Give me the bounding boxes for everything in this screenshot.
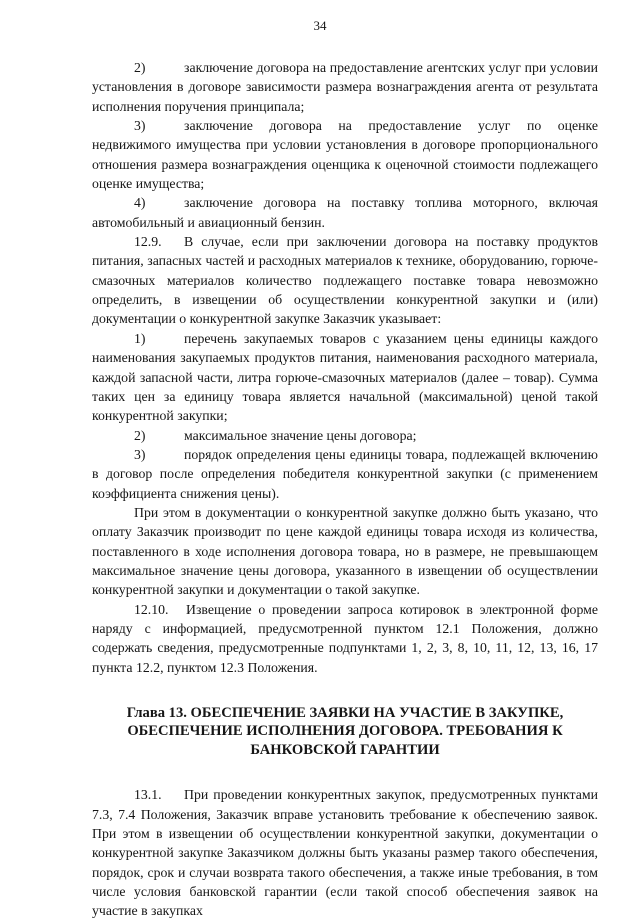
plain-paragraph (92, 503, 598, 600)
item-number: 1) (134, 330, 146, 346)
item-number: 3) (134, 446, 146, 462)
item-text: порядок определения цены единицы товара, подлежащей включению в договор после определения победителя конкурентной закупки (с применением коэффициента снижения цены). (92, 446, 598, 501)
document-body (92, 58, 598, 921)
list-item (92, 193, 598, 232)
clause-paragraph (92, 600, 598, 677)
item-text: заключение договора на поставку топлива моторного, включая автомобильный и авиационный бензин. (92, 195, 598, 230)
list-item (92, 426, 598, 445)
item-text: заключение договора на предоставление услуг по оценке недвижимого имущества при условии установления в договоре пропорционального отношения размера вознаграждения оценщика к оценочной стоимости подлежащего оценке имущества; (92, 118, 598, 192)
item-number: 3) (134, 118, 146, 134)
list-item (92, 329, 598, 426)
list-item (92, 116, 598, 193)
list-item (92, 58, 598, 116)
chapter-title-line: Глава 13. ОБЕСПЕЧЕНИЕ ЗАЯВКИ НА УЧАСТИЕ В ЗАКУПКЕ, (126, 705, 564, 721)
clause-number: 13.1. (134, 787, 162, 803)
item-number: 2) (134, 60, 146, 75)
clause-text: При проведении конкурентных закупок, предусмотренных пунктами 7.3, 7.4 Положения, Заказчик вправе установить требование к обеспечению заявок. При этом в извещении об осуществлении конкурентной закупки, документации о конкурентной закупке Заказчиком должны быть указаны размер такого обеспечения, порядок, срок и случаи возврата такого обеспечения, а также иные требования, в том числе условия банковской гарантии (если такой способ обеспечения заявок на участие в закупках (92, 787, 598, 919)
item-text: максимальное значение цены договора; (184, 427, 417, 443)
item-text: заключение договора на предоставление агентских услуг при условии установления в договоре зависимости размера вознаграждения агента от результата исполнения поручения принципала; (92, 60, 598, 114)
item-text: перечень закупаемых товаров с указанием цены единицы каждого наименования закупаемых продуктов питания, наименования расходного материала, каждой запасной части, литра горюче-смазочных материалов (далее – товар). Сумма таких цен за единицу товара является начальной (максимальной) ценой такой конкурентной закупки; (92, 330, 598, 424)
chapter-title-line: ОБЕСПЕЧЕНИЕ ИСПОЛНЕНИЯ ДОГОВОРА. ТРЕБОВАНИЯ К (127, 723, 563, 740)
clause-text: Извещение о проведении запроса котировок в электронной форме наряду с информацией, предусмотренной пунктом 12.1 Положения, должно содержать сведения, предусмотренные подпунктами 1, 2, 3, 8, 10, 11, 12, 13, 16, 17 пункта 12.2, пунктом 12.3 Положения. (92, 601, 598, 675)
page-number: 34 (313, 18, 327, 33)
chapter-title-line: БАНКОВСКОЙ ГАРАНТИИ (250, 741, 440, 758)
list-item (92, 445, 598, 503)
clause-paragraph (92, 785, 598, 920)
item-number: 4) (134, 195, 146, 211)
clause-paragraph (92, 232, 598, 329)
clause-number: 12.9. (134, 234, 162, 250)
paragraph-text: При этом в документации о конкурентной закупке должно быть указано, что оплату Заказчик производит по цене каждой единицы товара исходя из количества, поставленного в ходе исполнения договора товара, но в размере, не превышающем максимальное значение цены договора, указанного в извещении об осуществлении конкурентной закупки и документации о такой закупке. (92, 504, 598, 598)
clause-number: 12.10. (134, 601, 169, 617)
item-number: 2) (134, 427, 146, 443)
chapter-title (92, 704, 598, 759)
clause-text: В случае, если при заключении договора на поставку продуктов питания, запасных частей и расходных материалов к технике, оборудованию, горюче-смазочных материалов количество подлежащего поставке товара невозможно определить, в извещении об осуществлении конкурентной закупки и (или) документации о конкурентной закупке Заказчик указывает: (92, 234, 598, 327)
